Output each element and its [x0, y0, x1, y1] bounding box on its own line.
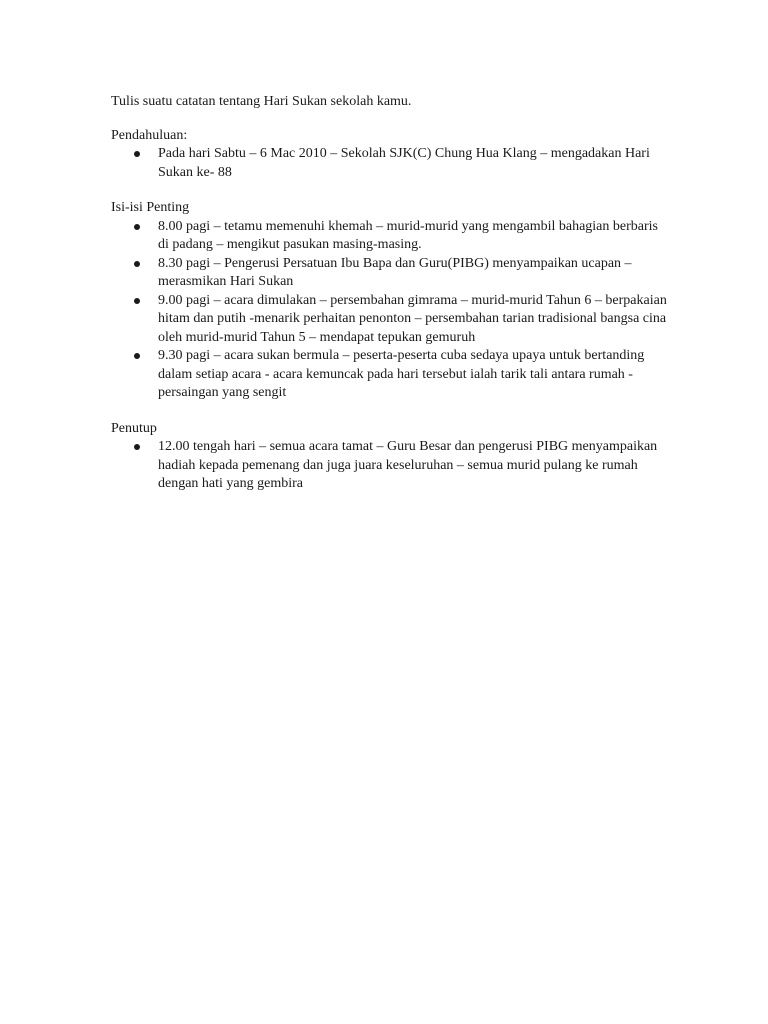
bullet-icon	[134, 151, 140, 157]
document-body	[111, 93, 671, 511]
list-item	[111, 438, 671, 494]
bullet-list	[111, 438, 671, 494]
list-item-text: 8.00 pagi – tetamu memenuhi khemah – murid-murid yang mengambil bahagian berbaris di padang – mengikut pasukan masing-masing.	[158, 218, 658, 252]
list-item	[111, 292, 671, 348]
list-item-text: 9.30 pagi – acara sukan bermula – peserta-peserta cuba sedaya upaya untuk bertanding dalam setiap acara - acara kemuncak pada hari tersebut ialah tarik tali antara rumah - persaingan yang sengit	[158, 348, 645, 400]
bullet-list	[111, 218, 671, 403]
list-item-text: 9.00 pagi – acara dimulakan – persembahan gimrama – murid-murid Tahun 6 – berpakaian hitam dan putih -menarik perhaitan penonton – persembahan tarian tradisional bangsa cina oleh murid-murid Tahun 5 – mendapat tepukan gemuruh	[158, 292, 667, 345]
list-item-text: Pada hari Sabtu – 6 Mac 2010 – Sekolah SJK(C) Chung Hua Klang – mengadakan Hari Sukan ke- 88	[158, 146, 650, 180]
section-pendahuluan	[111, 127, 671, 183]
list-item	[111, 347, 671, 403]
bullet-icon	[134, 353, 140, 359]
list-item-text: 8.30 pagi – Pengerusi Persatuan Ibu Bapa dan Guru(PIBG) menyampaikan ucapan – merasmikan Hari Sukan	[158, 255, 632, 289]
bullet-icon	[134, 261, 140, 267]
bullet-icon	[134, 444, 140, 450]
section-heading: Isi-isi Penting	[111, 200, 190, 215]
bullet-icon	[134, 224, 140, 230]
question-text: Tulis suatu catatan tentang Hari Sukan sekolah kamu.	[111, 94, 412, 109]
section-heading: Pendahuluan:	[111, 127, 188, 143]
section-heading: Penutup	[111, 420, 157, 436]
section-penutup	[111, 420, 671, 494]
bullet-list	[111, 145, 671, 182]
bullet-icon	[134, 298, 140, 304]
list-item	[111, 255, 671, 292]
list-item	[111, 218, 671, 255]
section-isi-penting	[111, 199, 671, 403]
list-item	[111, 145, 671, 182]
list-item-text: 12.00 tengah hari – semua acara tamat – Guru Besar dan pengerusi PIBG menyampaikan hadiah kepada pemenang dan juga juara keseluruhan – semua murid pulang ke rumah dengan hati yang gembira	[158, 439, 658, 491]
